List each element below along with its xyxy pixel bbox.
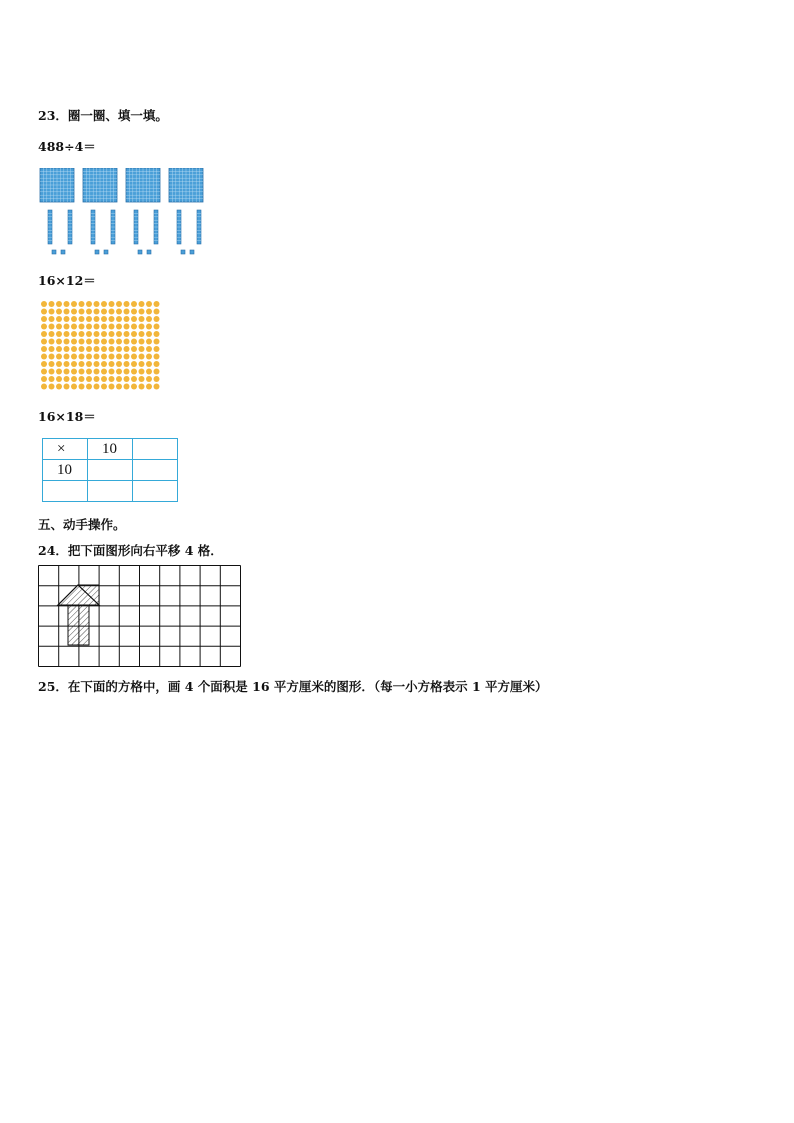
dot [94, 369, 100, 375]
question-24-title: 24．把下面图形向右平移 4 格． [38, 543, 223, 558]
dot [131, 301, 137, 307]
dot [116, 354, 122, 360]
dot [109, 384, 115, 390]
table-cell[interactable] [88, 460, 133, 481]
dot [56, 354, 62, 360]
dot [94, 354, 100, 360]
dot [64, 354, 70, 360]
dot [49, 316, 55, 322]
dot [139, 354, 145, 360]
one-cube [138, 250, 142, 254]
dot [116, 361, 122, 367]
dot [41, 324, 47, 330]
table-cell: 10 [43, 460, 88, 481]
dot [79, 324, 85, 330]
dot [124, 339, 130, 345]
dot [116, 316, 122, 322]
dot [109, 316, 115, 322]
dot [49, 354, 55, 360]
one-cube [147, 250, 151, 254]
dot [41, 346, 47, 352]
dot [116, 346, 122, 352]
dot [109, 376, 115, 382]
dot [56, 331, 62, 337]
ten-rod [48, 210, 52, 244]
dot [109, 346, 115, 352]
dot [41, 309, 47, 315]
dot [94, 324, 100, 330]
dot [146, 346, 152, 352]
dot [64, 346, 70, 352]
translation-grid [38, 565, 244, 668]
dot [124, 331, 130, 337]
dot [94, 346, 100, 352]
dot [86, 354, 92, 360]
section-5-title: 五、动手操作。 [38, 517, 126, 532]
dot [139, 309, 145, 315]
dot [101, 331, 107, 337]
dot [94, 339, 100, 345]
dot [41, 354, 47, 360]
dot [101, 339, 107, 345]
dot [124, 309, 130, 315]
dot [146, 369, 152, 375]
dot [86, 301, 92, 307]
dot [64, 339, 70, 345]
hundred-block [40, 168, 74, 202]
table-cell[interactable] [43, 481, 88, 502]
dot [139, 331, 145, 337]
dot [146, 384, 152, 390]
dot [71, 301, 77, 307]
dot [124, 346, 130, 352]
dot [116, 376, 122, 382]
dot [49, 361, 55, 367]
dot [41, 384, 47, 390]
dot [64, 331, 70, 337]
one-cube [190, 250, 194, 254]
dot [124, 354, 130, 360]
dot [64, 301, 70, 307]
one-cube [104, 250, 108, 254]
table-cell[interactable] [133, 439, 178, 460]
dot [49, 369, 55, 375]
dot [64, 376, 70, 382]
ten-rod [177, 210, 181, 244]
dot [124, 361, 130, 367]
dot [49, 309, 55, 315]
dot [139, 324, 145, 330]
dot [41, 376, 47, 382]
base-ten-blocks-figure [38, 168, 210, 260]
dot [116, 301, 122, 307]
dot [109, 361, 115, 367]
dot [101, 346, 107, 352]
dot-array-figure [38, 298, 164, 392]
dot [56, 301, 62, 307]
dot [94, 331, 100, 337]
dot [79, 376, 85, 382]
dot [56, 376, 62, 382]
dot [139, 361, 145, 367]
dot [71, 384, 77, 390]
dot [64, 384, 70, 390]
dot [41, 339, 47, 345]
dot [86, 316, 92, 322]
question-23-title: 23．圈一圈、填一填。 [38, 108, 168, 123]
dot [101, 369, 107, 375]
dot [86, 369, 92, 375]
dot [109, 301, 115, 307]
dot [154, 339, 160, 345]
dot [86, 339, 92, 345]
dot [131, 346, 137, 352]
dot [116, 369, 122, 375]
dot [146, 376, 152, 382]
dot [101, 324, 107, 330]
dot [56, 361, 62, 367]
dot [94, 316, 100, 322]
dot [41, 301, 47, 307]
dot [154, 346, 160, 352]
dot [109, 339, 115, 345]
one-cube [61, 250, 65, 254]
dot [56, 324, 62, 330]
dot [146, 339, 152, 345]
ten-rod [134, 210, 138, 244]
dot [131, 354, 137, 360]
dot [94, 301, 100, 307]
dot [71, 361, 77, 367]
table-cell: × [43, 439, 88, 460]
dot [109, 309, 115, 315]
dot [154, 301, 160, 307]
dot [79, 354, 85, 360]
dot [154, 384, 160, 390]
dot [109, 369, 115, 375]
dot [86, 376, 92, 382]
dot [139, 346, 145, 352]
expression-16-times-12: 16×12＝ [38, 273, 96, 288]
ten-rod [154, 210, 158, 244]
dot [116, 339, 122, 345]
dot [146, 301, 152, 307]
question-25-title: 25．在下面的方格中，画 4 个面积是 16 平方厘米的图形．（每一小方格表示 1 平方厘米） [38, 679, 548, 694]
dot [41, 316, 47, 322]
dot [154, 316, 160, 322]
dot [79, 346, 85, 352]
dot [86, 331, 92, 337]
dot [49, 376, 55, 382]
dot [94, 376, 100, 382]
dot [79, 309, 85, 315]
dot [56, 316, 62, 322]
one-cube [52, 250, 56, 254]
dot [124, 376, 130, 382]
dot [124, 301, 130, 307]
table-cell[interactable] [133, 460, 178, 481]
dot [131, 316, 137, 322]
dot [124, 324, 130, 330]
dot [79, 384, 85, 390]
dot [86, 309, 92, 315]
dot [49, 301, 55, 307]
dot [71, 346, 77, 352]
dot [71, 324, 77, 330]
dot [154, 354, 160, 360]
dot [94, 384, 100, 390]
dot [64, 369, 70, 375]
dot [86, 361, 92, 367]
dot [116, 384, 122, 390]
ten-rod [68, 210, 72, 244]
dot [71, 331, 77, 337]
dot [71, 339, 77, 345]
dot [64, 316, 70, 322]
dot [146, 361, 152, 367]
dot [146, 354, 152, 360]
dot [86, 346, 92, 352]
dot [79, 369, 85, 375]
dot [131, 376, 137, 382]
dot [146, 324, 152, 330]
dot [64, 361, 70, 367]
dot [71, 316, 77, 322]
dot [79, 361, 85, 367]
dot [101, 384, 107, 390]
dot [79, 301, 85, 307]
dot [41, 331, 47, 337]
ten-rod [111, 210, 115, 244]
dot [139, 384, 145, 390]
dot [64, 309, 70, 315]
dot [49, 324, 55, 330]
dot [49, 384, 55, 390]
dot [139, 369, 145, 375]
dot [41, 369, 47, 375]
dot [131, 331, 137, 337]
dot [101, 361, 107, 367]
dot [154, 324, 160, 330]
dot [116, 324, 122, 330]
dot [131, 339, 137, 345]
dot [124, 316, 130, 322]
dot [64, 324, 70, 330]
dot [154, 369, 160, 375]
ten-rod [197, 210, 201, 244]
one-cube [95, 250, 99, 254]
dot [71, 354, 77, 360]
dot [139, 316, 145, 322]
dot [56, 339, 62, 345]
table-cell[interactable] [88, 481, 133, 502]
dot [49, 331, 55, 337]
dot [56, 384, 62, 390]
dot [139, 376, 145, 382]
dot [146, 316, 152, 322]
one-cube [181, 250, 185, 254]
dot [131, 361, 137, 367]
dot [154, 331, 160, 337]
dot [109, 324, 115, 330]
dot [154, 376, 160, 382]
hundred-block [83, 168, 117, 202]
dot [79, 316, 85, 322]
table-cell[interactable] [133, 481, 178, 502]
dot [86, 384, 92, 390]
dot [131, 309, 137, 315]
dot [71, 309, 77, 315]
dot [101, 376, 107, 382]
dot [131, 369, 137, 375]
dot [71, 376, 77, 382]
table-cell: 10 [88, 439, 133, 460]
dot [124, 369, 130, 375]
dot [146, 309, 152, 315]
dot [124, 384, 130, 390]
dot [71, 369, 77, 375]
dot [154, 309, 160, 315]
dot [86, 324, 92, 330]
dot [146, 331, 152, 337]
dot [56, 346, 62, 352]
dot [101, 309, 107, 315]
dot [154, 361, 160, 367]
dot [41, 361, 47, 367]
dot [139, 339, 145, 345]
dot [56, 309, 62, 315]
dot [101, 354, 107, 360]
dot [109, 354, 115, 360]
dot [101, 301, 107, 307]
expression-16-times-18: 16×18＝ [38, 409, 96, 424]
dot [79, 339, 85, 345]
dot [101, 316, 107, 322]
dot [109, 331, 115, 337]
dot [131, 384, 137, 390]
dot [116, 309, 122, 315]
dot [139, 301, 145, 307]
dot [131, 324, 137, 330]
multiplication-table [42, 438, 178, 502]
dot [49, 346, 55, 352]
hundred-block [169, 168, 203, 202]
ten-rod [91, 210, 95, 244]
dot [94, 309, 100, 315]
dot [49, 339, 55, 345]
dot [116, 331, 122, 337]
hundred-block [126, 168, 160, 202]
dot [56, 369, 62, 375]
dot [79, 331, 85, 337]
dot [94, 361, 100, 367]
expression-488-div-4: 488÷4＝ [38, 139, 96, 154]
